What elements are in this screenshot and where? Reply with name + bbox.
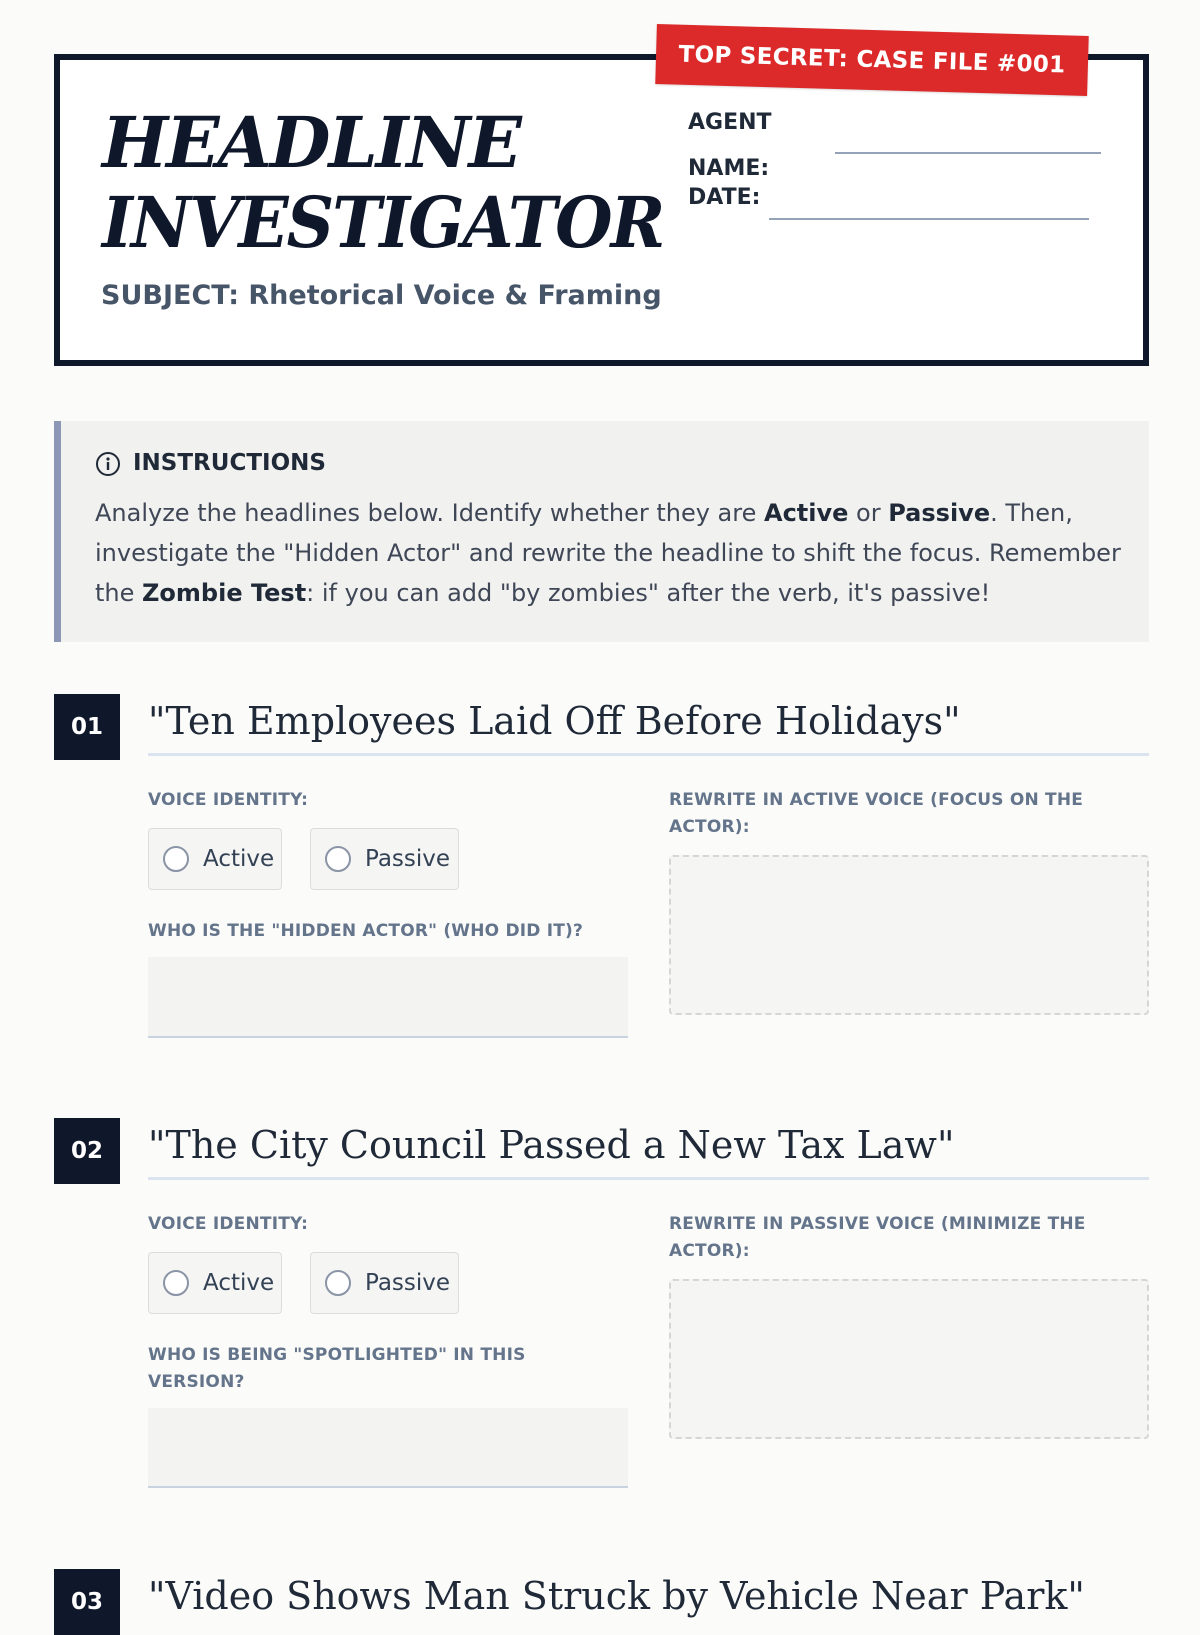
radio-circle-icon bbox=[163, 846, 189, 872]
question-number-badge: 01 bbox=[54, 694, 120, 760]
instructions-heading: INSTRUCTIONS bbox=[133, 450, 326, 476]
instructions-panel bbox=[54, 421, 1149, 642]
rewrite-label: REWRITE IN ACTIVE VOICE (FOCUS ON THE ACTOR): bbox=[669, 790, 1084, 837]
question-headline: "Ten Employees Laid Off Before Holidays" bbox=[148, 694, 1149, 756]
radio-circle-icon bbox=[163, 1270, 189, 1296]
voice-identity-label: VOICE IDENTITY: bbox=[148, 790, 309, 810]
radio-active[interactable] bbox=[148, 828, 282, 890]
title-line-2: INVESTIGATOR bbox=[102, 181, 664, 264]
info-icon bbox=[95, 451, 121, 477]
rewrite-input[interactable] bbox=[669, 1279, 1149, 1439]
question-headline: "The City Council Passed a New Tax Law" bbox=[148, 1118, 1149, 1180]
radio-passive[interactable] bbox=[310, 1252, 459, 1314]
date-field[interactable] bbox=[769, 218, 1089, 220]
top-secret-stamp: TOP SECRET: CASE FILE #001 bbox=[655, 24, 1089, 96]
spotlighted-label: WHO IS BEING "SPOTLIGHTED" IN THIS VERSION? bbox=[148, 1345, 526, 1392]
subject-line: SUBJECT: Rhetorical Voice & Framing bbox=[101, 280, 662, 311]
question-number-badge: 02 bbox=[54, 1118, 120, 1184]
rewrite-input[interactable] bbox=[669, 855, 1149, 1015]
radio-label: Passive bbox=[365, 1270, 451, 1296]
hidden-actor-label: WHO IS THE "HIDDEN ACTOR" (WHO DID IT)? bbox=[148, 921, 584, 941]
title-line-1: HEADLINE bbox=[102, 101, 520, 184]
radio-circle-icon bbox=[325, 846, 351, 872]
question-headline: "Video Shows Man Struck by Vehicle Near Park" bbox=[148, 1574, 1085, 1618]
radio-circle-icon bbox=[325, 1270, 351, 1296]
agent-name-field[interactable] bbox=[835, 152, 1101, 154]
radio-label: Passive bbox=[365, 846, 451, 872]
radio-active[interactable] bbox=[148, 1252, 282, 1314]
hidden-actor-input[interactable] bbox=[148, 957, 628, 1038]
radio-label: Active bbox=[203, 846, 275, 872]
instructions-text: Analyze the headlines below. Identify whether they are Active or Passive. Then, investigate the "Hidden Actor" and rewrite the headline to shift the focus. Remember the Zombie Test: if you can add "by zombies" after the verb, it's passive! bbox=[95, 499, 1121, 607]
radio-label: Active bbox=[203, 1270, 275, 1296]
date-label: DATE: bbox=[688, 185, 761, 210]
agent-name-label: AGENT NAME: bbox=[688, 110, 772, 181]
rewrite-label: REWRITE IN PASSIVE VOICE (MINIMIZE THE ACTOR): bbox=[669, 1214, 1086, 1261]
spotlighted-input[interactable] bbox=[148, 1408, 628, 1488]
radio-passive[interactable] bbox=[310, 828, 459, 890]
voice-identity-label: VOICE IDENTITY: bbox=[148, 1214, 309, 1234]
question-number-badge: 03 bbox=[54, 1569, 120, 1635]
